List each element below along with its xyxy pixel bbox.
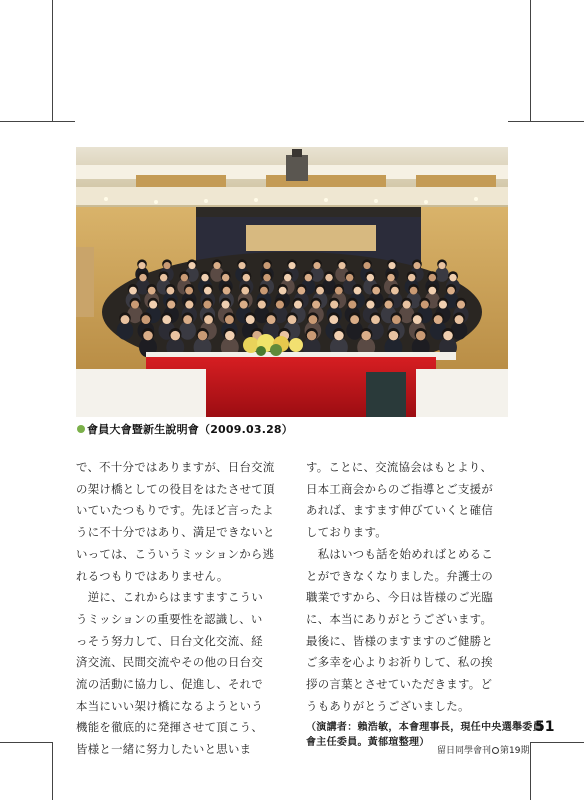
- photo-figure: [223, 287, 231, 295]
- photo-figure: [121, 315, 130, 324]
- text-line: とができなくなりました。弁護士の: [306, 568, 494, 583]
- photo-figure: [403, 301, 411, 309]
- photo-figure: [276, 301, 284, 309]
- photo-figure: [438, 262, 445, 269]
- photo-figure: [143, 331, 153, 341]
- photo-figure: [213, 262, 220, 269]
- text-line: いていたつもりです。先ほど言ったよ: [76, 503, 274, 518]
- photo-figure: [334, 331, 344, 341]
- photo-figure: [305, 274, 312, 281]
- photo-figure: [204, 315, 213, 324]
- photo-figure: [361, 331, 371, 341]
- speaker-credit-line: （演講者：賴浩敏，本會理事長，現任中央選舉委員: [306, 722, 543, 734]
- photo-figure: [163, 262, 170, 269]
- photo-figure: [354, 287, 362, 295]
- photo-figure: [222, 274, 229, 281]
- issue-number: 第19期: [500, 746, 530, 756]
- photo-figure: [308, 315, 317, 324]
- text-line: 私はいつも話を始めればとめるこ: [306, 546, 494, 561]
- text-line: うに不十分ではあり、満足できないと: [76, 525, 275, 540]
- crop-mark: [0, 742, 52, 743]
- photo-figure: [263, 274, 270, 281]
- text-line: しております。: [306, 525, 387, 540]
- photo-figure: [148, 287, 156, 295]
- photo-figure: [434, 315, 443, 324]
- photo-caption: [77, 421, 293, 437]
- text-line: の架け橋としての役目をはたさせて頂: [76, 481, 275, 496]
- photo-figure: [428, 287, 436, 295]
- photo-figure: [325, 274, 332, 281]
- text-line: 最後に、皆様のますますのご健勝と: [306, 633, 494, 648]
- photo-figure: [288, 315, 297, 324]
- running-footer: [437, 743, 529, 756]
- photo-figure: [138, 262, 145, 269]
- text-line: 拶の言葉とさせていただきます。ど: [306, 677, 493, 692]
- photo-figure: [416, 331, 426, 341]
- photo-figure: [372, 287, 380, 295]
- photo-figure: [312, 301, 320, 309]
- photo-figure: [366, 301, 374, 309]
- photo-figure: [335, 287, 343, 295]
- text-line: 日本工商会からのご指導とご支援が: [306, 481, 494, 496]
- photo-figure: [260, 287, 268, 295]
- circle-ornament-icon: [492, 747, 499, 754]
- photo-figure: [167, 301, 175, 309]
- photo-figure: [225, 315, 234, 324]
- text-line: す。ことに、交流協会はもとより、: [306, 460, 493, 474]
- text-line: で、不十分ではありますが、日台交流: [76, 460, 275, 474]
- group-photo: [76, 147, 508, 417]
- crop-mark: [52, 0, 53, 122]
- crop-mark: [530, 742, 531, 800]
- photo-figure: [429, 274, 436, 281]
- photo-figure: [421, 301, 429, 309]
- photo-figure: [129, 287, 137, 295]
- photo-figure: [391, 287, 399, 295]
- photo-figure: [455, 315, 464, 324]
- photo-figure: [181, 274, 188, 281]
- text-line: れるつもりではありません。: [76, 568, 229, 583]
- photo-figure: [204, 287, 212, 295]
- photo-figure: [288, 262, 295, 269]
- photo-figure: [141, 315, 150, 324]
- photo-figure: [131, 301, 139, 309]
- photo-figure: [449, 274, 456, 281]
- photo-figure: [162, 315, 171, 324]
- text-line: に、本当にありがとうございます。: [306, 611, 493, 626]
- crop-mark: [530, 0, 531, 122]
- photo-figure: [447, 287, 455, 295]
- photo-figure: [240, 301, 248, 309]
- photo-figure: [279, 287, 287, 295]
- text-line: 職業ですから、今日は皆様のご光臨: [306, 590, 494, 605]
- photo-figure: [263, 262, 270, 269]
- photo-figure: [307, 331, 317, 341]
- article-left-column: [76, 457, 286, 761]
- photo-figure: [350, 315, 359, 324]
- photo-figure: [284, 274, 291, 281]
- crop-mark: [508, 121, 584, 122]
- photo-figure: [316, 287, 324, 295]
- photo-figure: [389, 331, 399, 341]
- photo-figure: [410, 287, 418, 295]
- photo-figure: [238, 262, 245, 269]
- photo-figure: [243, 274, 250, 281]
- photo-figure: [297, 287, 305, 295]
- photo-figure: [338, 262, 345, 269]
- photo-figure: [443, 331, 453, 341]
- photo-figure: [241, 287, 249, 295]
- photo-figure: [367, 274, 374, 281]
- speaker-credit-line: 會主任委員。黃郁瑄整理）: [306, 737, 430, 749]
- photo-figure: [392, 315, 401, 324]
- crop-mark: [531, 742, 584, 743]
- photo-figure: [294, 301, 302, 309]
- photo-figure: [413, 262, 420, 269]
- text-line: あれば、ますます伸びていくと確信: [306, 503, 494, 518]
- photo-figure: [346, 274, 353, 281]
- photo-figure: [408, 274, 415, 281]
- photo-figure: [384, 301, 392, 309]
- text-line: っそう努力して、日台文化交流、経: [76, 633, 263, 648]
- photo-figure: [221, 301, 229, 309]
- caption-bullet-icon: [77, 425, 85, 433]
- photo-figure: [388, 262, 395, 269]
- text-line: 流の活動に協力し、促進し、それで: [76, 677, 264, 692]
- photo-figure: [439, 301, 447, 309]
- photo-figure: [267, 315, 276, 324]
- journal-name: 留日同學會刊: [437, 746, 492, 756]
- text-line: いっては、こういうミッションから逃: [76, 546, 275, 561]
- text-line: 本当にいい架け橋になるようという: [76, 698, 264, 713]
- photo-figure: [198, 331, 208, 341]
- photo-figure: [167, 287, 175, 295]
- text-line: 皆様と一緒に努力したいと思いま: [76, 742, 252, 757]
- photo-figure: [387, 274, 394, 281]
- photo-figure: [413, 315, 422, 324]
- text-line: 済交流、民間交流やその他の日台交: [76, 655, 264, 670]
- photo-figure: [225, 331, 235, 341]
- photo-figure: [371, 315, 380, 324]
- photo-figure: [171, 331, 181, 341]
- photo-caption-text: 會員大會暨新生說明會（2009.03.28）: [87, 423, 293, 436]
- text-line: うミッションの重要性を認識し、い: [76, 611, 263, 626]
- photo-figure: [185, 287, 193, 295]
- photo-figure: [188, 262, 195, 269]
- photo-figure: [160, 274, 167, 281]
- photo-figure: [139, 274, 146, 281]
- text-line: ご多幸を心よりお祈りして、私の挨: [306, 655, 493, 670]
- photo-figure: [246, 315, 255, 324]
- photo-figure: [457, 301, 465, 309]
- photo-figure: [330, 301, 338, 309]
- photo-figure: [203, 301, 211, 309]
- photo-figure: [185, 301, 193, 309]
- photo-figure: [149, 301, 157, 309]
- text-line: うもありがとうございました。: [306, 698, 470, 713]
- photo-figure: [363, 262, 370, 269]
- photo-figure: [258, 301, 266, 309]
- crop-mark: [0, 121, 75, 122]
- photo-figure: [313, 262, 320, 269]
- photo-figure: [329, 315, 338, 324]
- page-number: 51: [535, 719, 555, 735]
- text-line: 逆に、これからはますますこうい: [76, 590, 264, 605]
- photo-figure: [201, 274, 208, 281]
- crop-mark: [52, 742, 53, 800]
- text-line: 機能を徹底的に発揮させて頂こう、: [76, 720, 264, 735]
- photo-figure: [348, 301, 356, 309]
- photo-figure: [183, 315, 192, 324]
- article-right-column: [306, 457, 543, 750]
- group-photo-illustration: [76, 147, 508, 417]
